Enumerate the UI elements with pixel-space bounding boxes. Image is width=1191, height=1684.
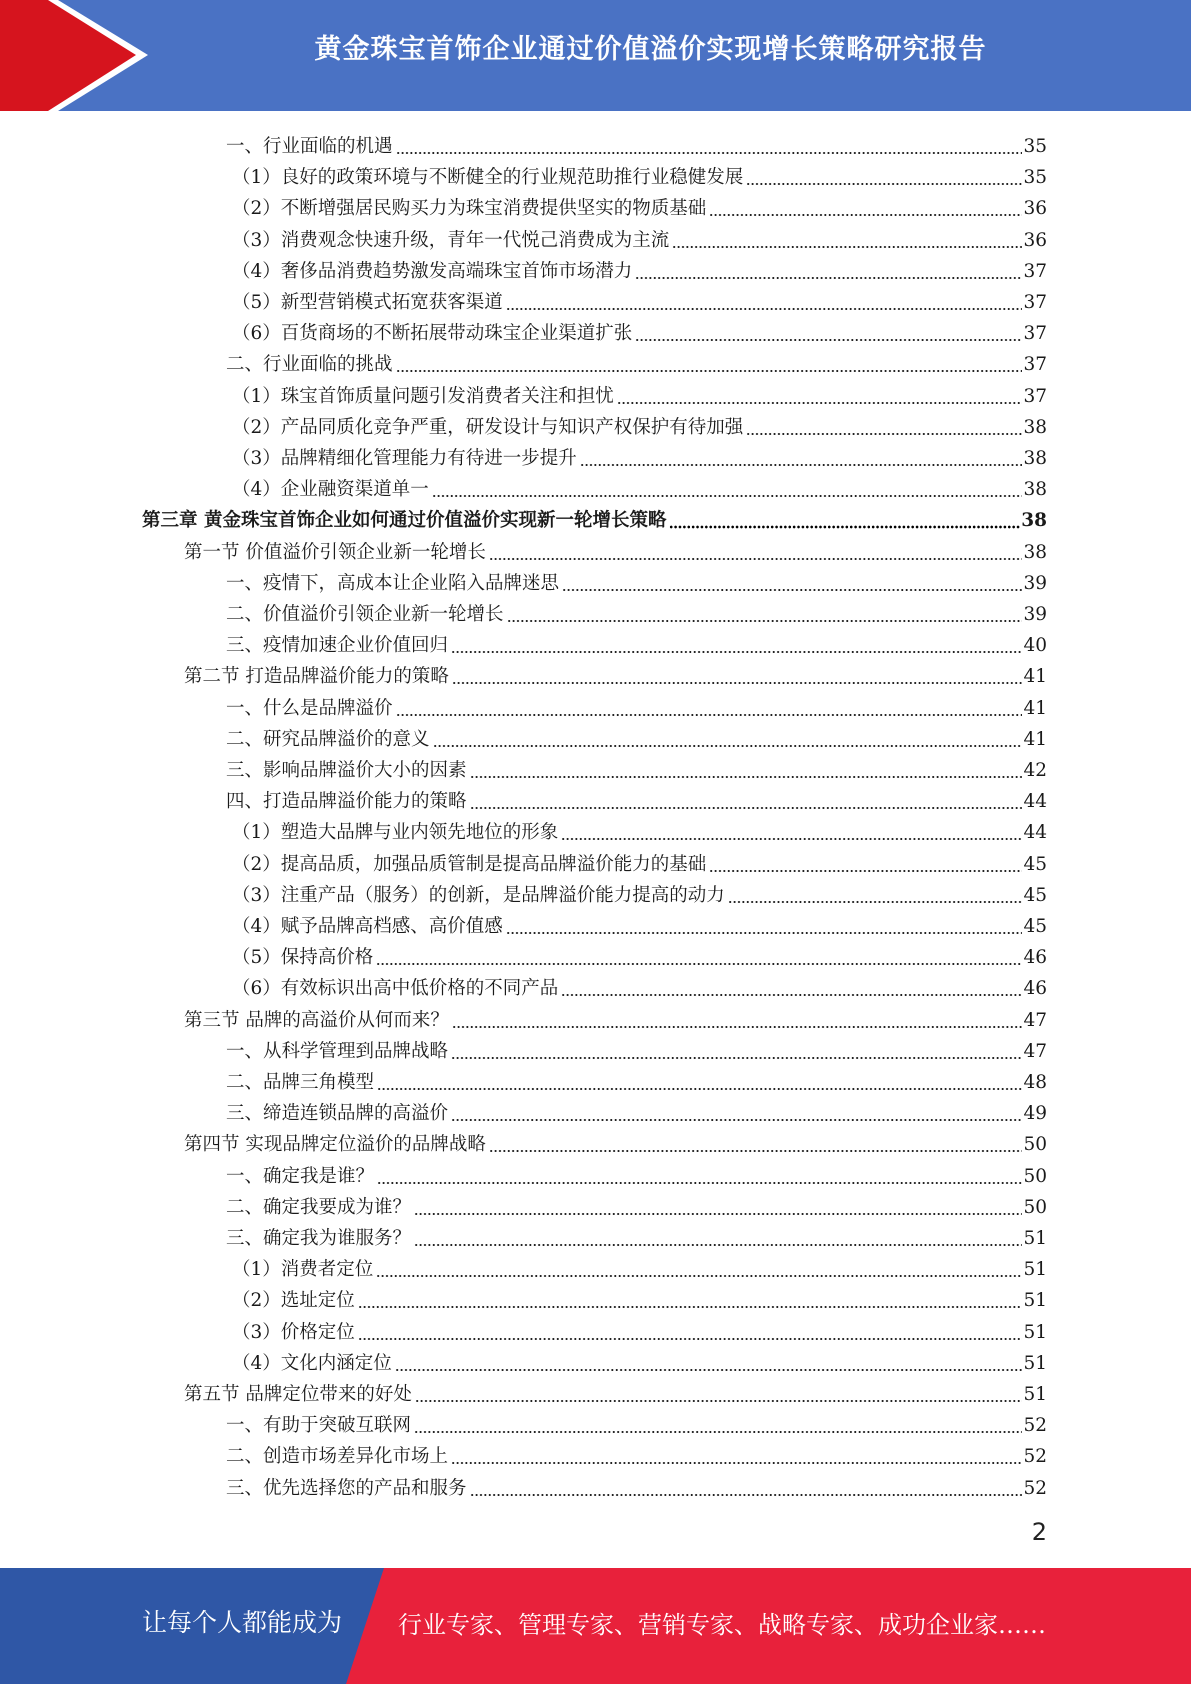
footer-slogan-roles: 行业专家、管理专家、营销专家、战略专家、成功企业家…… (398, 1611, 1046, 1639)
toc-entry[interactable] (232, 409, 1047, 440)
toc-entry-title: 第三节 品牌的高溢价从何而来？ (184, 1009, 449, 1031)
toc-entry-page: 41 (1023, 728, 1047, 750)
toc-entry[interactable] (232, 190, 1047, 221)
toc-entry-title: （4）企业融资渠道单一 (232, 479, 429, 501)
toc-entry[interactable] (232, 1282, 1047, 1313)
toc-entry[interactable] (226, 627, 1047, 658)
toc-entry-title: 四、打造品牌溢价能力的策略 (226, 791, 467, 813)
toc-entry-page: 36 (1023, 229, 1047, 251)
page-number: 2 (1031, 1518, 1047, 1546)
toc-entry-title: （4）奢侈品消费趋势激发高端珠宝首饰市场潜力 (232, 260, 633, 282)
toc-entry-title: 一、什么是品牌溢价 (226, 697, 393, 719)
toc-dot-leader (451, 630, 1022, 654)
toc-entry[interactable] (226, 1220, 1047, 1251)
toc-entry[interactable] (226, 1064, 1047, 1095)
toc-dot-leader (433, 724, 1023, 748)
toc-entry[interactable] (226, 1095, 1047, 1126)
toc-entry-title: （5）新型营销模式拓宽获客渠道 (232, 292, 503, 313)
toc-entry-title: 二、行业面临的挑战 (226, 354, 393, 376)
toc-entry[interactable] (232, 253, 1047, 284)
toc-entry-page: 39 (1023, 604, 1047, 625)
toc-entry[interactable] (232, 939, 1047, 970)
toc-entry-page: 41 (1023, 697, 1047, 719)
toc-entry-page: 48 (1023, 1072, 1047, 1093)
toc-dot-leader (452, 661, 1023, 685)
toc-entry[interactable] (232, 159, 1047, 190)
toc-entry-page: 37 (1023, 354, 1047, 376)
toc-dot-leader (396, 693, 1023, 717)
toc-dot-leader (617, 381, 1023, 405)
toc-entry-page: 38 (1023, 448, 1047, 469)
toc-entry-page: 41 (1023, 666, 1047, 688)
toc-dot-leader (396, 131, 1023, 155)
toc-dot-leader (489, 537, 1023, 561)
toc-dot-leader (635, 318, 1022, 342)
toc-entry-page: 36 (1023, 198, 1047, 220)
toc-entry-page: 38 (1023, 416, 1047, 438)
toc-entry-page: 44 (1023, 791, 1047, 813)
toc-entry-title: 一、有助于突破互联网 (226, 1415, 412, 1437)
toc-entry[interactable] (142, 502, 1047, 533)
toc-entry[interactable] (184, 534, 1047, 565)
toc-entry[interactable] (232, 222, 1047, 253)
toc-entry-page: 52 (1023, 1477, 1047, 1499)
toc-entry-page: 46 (1023, 978, 1047, 1000)
toc-entry-page: 49 (1023, 1103, 1047, 1125)
toc-entry-page: 35 (1023, 136, 1047, 157)
toc-entry[interactable] (184, 1376, 1047, 1407)
toc-dot-leader (376, 942, 1022, 966)
toc-entry-page: 51 (1023, 1290, 1047, 1312)
toc-entry[interactable] (232, 814, 1047, 845)
toc-entry-page: 51 (1023, 1384, 1047, 1405)
toc-entry[interactable] (232, 440, 1047, 471)
toc-entry-page: 38 (1021, 510, 1047, 532)
toc-entry-title: （3）品牌精细化管理能力有待进一步提升 (232, 448, 577, 469)
toc-entry[interactable] (226, 565, 1047, 596)
toc-dot-leader (414, 1410, 1022, 1434)
toc-entry-title: （6）百货商场的不断拓展带动珠宝企业渠道扩张 (232, 323, 633, 345)
toc-dot-leader (415, 1379, 1023, 1403)
toc-dot-leader (396, 349, 1023, 373)
toc-dot-leader (635, 256, 1022, 280)
toc-entry[interactable] (226, 128, 1047, 159)
toc-dot-leader (376, 1254, 1022, 1278)
toc-dot-leader (507, 599, 1023, 623)
toc-entry-title: 三、确定我为谁服务？ (226, 1228, 412, 1249)
toc-entry[interactable] (226, 1158, 1047, 1189)
toc-entry-title: 二、价值溢价引领企业新一轮增长 (226, 604, 504, 625)
toc-entry-title: 三、疫情加速企业价值回归 (226, 635, 449, 657)
toc-dot-leader (451, 1036, 1022, 1060)
toc-entry[interactable] (232, 970, 1047, 1001)
toc-entry-page: 45 (1023, 884, 1047, 906)
toc-entry[interactable] (184, 1002, 1047, 1033)
toc-dot-leader (580, 443, 1023, 467)
toc-dot-leader (377, 1161, 1022, 1185)
toc-entry-title: 二、研究品牌溢价的意义 (226, 728, 430, 750)
toc-entry-page: 44 (1023, 822, 1047, 844)
toc-entry[interactable] (232, 1314, 1047, 1345)
toc-dot-leader (728, 880, 1023, 904)
toc-entry-page: 46 (1023, 947, 1047, 969)
toc-entry-page: 38 (1023, 541, 1047, 563)
toc-entry-page: 51 (1023, 1352, 1047, 1374)
toc-entry-page: 51 (1023, 1228, 1047, 1249)
toc-entry[interactable] (226, 1189, 1047, 1220)
toc-entry-title: 一、从科学管理到品牌战略 (226, 1040, 449, 1062)
toc-entry[interactable] (226, 752, 1047, 783)
toc-entry[interactable] (226, 721, 1047, 752)
toc-dot-leader (489, 1129, 1023, 1153)
toc-entry-title: （2）不断增强居民购买力为珠宝消费提供坚实的物质基础 (232, 198, 707, 220)
toc-entry-page: 50 (1023, 1134, 1047, 1156)
toc-dot-leader (470, 786, 1023, 810)
toc-dot-leader (709, 193, 1022, 217)
toc-entry-title: 第四节 实现品牌定位溢价的品牌战略 (184, 1134, 486, 1156)
toc-entry[interactable] (226, 596, 1047, 627)
toc-entry-title: （3）价格定位 (232, 1321, 355, 1343)
toc-entry[interactable] (232, 846, 1047, 877)
toc-entry-title: 第五节 品牌定位带来的好处 (184, 1384, 412, 1405)
toc-entry-page: 45 (1023, 853, 1047, 875)
toc-entry-title: （4）赋予品牌高档感、高价值感 (232, 916, 503, 937)
toc-entry-page: 50 (1023, 1165, 1047, 1187)
toc-dot-leader (451, 1441, 1022, 1465)
toc-entry-page: 42 (1023, 760, 1047, 781)
toc-dot-leader (709, 849, 1022, 873)
toc-entry-title: 第二节 打造品牌溢价能力的策略 (184, 666, 449, 688)
toc-dot-leader (414, 1223, 1022, 1247)
toc-entry-title: （1）珠宝首饰质量问题引发消费者关注和担忧 (232, 385, 614, 407)
toc-entry-page: 50 (1023, 1196, 1047, 1218)
toc-entry[interactable] (226, 1407, 1047, 1438)
toc-entry-title: （4）文化内涵定位 (232, 1352, 392, 1374)
toc-entry[interactable] (232, 877, 1047, 908)
toc-entry-title: 一、疫情下，高成本让企业陷入品牌迷思 (226, 572, 560, 594)
toc-entry-page: 37 (1023, 323, 1047, 345)
toc-entry[interactable] (226, 346, 1047, 377)
toc-dot-leader (452, 1005, 1023, 1029)
toc-dot-leader (562, 568, 1022, 592)
toc-entry[interactable] (226, 690, 1047, 721)
toc-dot-leader (377, 1067, 1022, 1091)
footer-slogan-lead: 让每个人都能成为 (142, 1608, 343, 1637)
toc-entry-page: 51 (1023, 1259, 1047, 1281)
toc-entry-page: 39 (1023, 572, 1047, 594)
toc-entry[interactable] (226, 783, 1047, 814)
toc-dot-leader (746, 162, 1022, 186)
toc-entry[interactable] (232, 908, 1047, 939)
toc-entry[interactable] (232, 1345, 1047, 1376)
toc-dot-leader (358, 1317, 1023, 1341)
toc-dot-leader (470, 1473, 1023, 1497)
toc-entry[interactable] (232, 284, 1047, 315)
toc-dot-leader (470, 755, 1023, 779)
toc-dot-leader (672, 225, 1022, 249)
toc-entry-page: 38 (1023, 479, 1047, 501)
chevron-arrow-icon (0, 0, 160, 111)
toc-entry-page: 51 (1023, 1321, 1047, 1343)
toc-entry-title: 第三章 黄金珠宝首饰企业如何通过价值溢价实现新一轮增长策略 (142, 510, 667, 532)
toc-dot-leader (358, 1285, 1023, 1309)
report-header-band (0, 0, 1191, 111)
toc-entry-title: 第一节 价值溢价引领企业新一轮增长 (184, 541, 486, 563)
toc-entry-title: （2）选址定位 (232, 1290, 355, 1312)
toc-entry[interactable] (232, 315, 1047, 346)
toc-entry-page: 37 (1023, 292, 1047, 313)
toc-entry-page: 45 (1023, 916, 1047, 937)
toc-dot-leader (395, 1348, 1023, 1372)
toc-entry-title: （5）保持高价格 (232, 947, 374, 969)
toc-dot-leader (561, 973, 1022, 997)
toc-dot-leader (506, 911, 1023, 935)
toc-entry-title: （3）消费观念快速升级，青年一代悦己消费成为主流 (232, 229, 670, 251)
toc-entry-title: 二、创造市场差异化市场上 (226, 1446, 449, 1468)
toc-entry-title: （1）消费者定位 (232, 1259, 374, 1281)
toc-entry-title: （2）提高品质，加强品质管制是提高品牌溢价能力的基础 (232, 853, 707, 875)
toc-entry-page: 40 (1023, 635, 1047, 657)
toc-entry-title: 三、优先选择您的产品和服务 (226, 1477, 467, 1499)
toc-entry-title: 二、确定我要成为谁？ (226, 1196, 412, 1218)
toc-entry-page: 52 (1023, 1415, 1047, 1437)
toc-entry-title: （3）注重产品（服务）的创新，是品牌溢价能力提高的动力 (232, 884, 725, 906)
toc-entry-page: 47 (1023, 1040, 1047, 1062)
toc-dot-leader (561, 817, 1022, 841)
toc-entry[interactable] (226, 1033, 1047, 1064)
toc-entry[interactable] (232, 1251, 1047, 1282)
toc-entry-title: 二、品牌三角模型 (226, 1072, 375, 1093)
toc-dot-leader (669, 505, 1020, 529)
toc-entry-page: 35 (1023, 167, 1047, 189)
toc-entry-title: 一、行业面临的机遇 (226, 136, 393, 157)
toc-entry[interactable] (232, 378, 1047, 409)
toc-dot-leader (506, 287, 1023, 311)
toc-dot-leader (451, 1098, 1022, 1122)
toc-entry-title: （1）塑造大品牌与业内领先地位的形象 (232, 822, 559, 844)
toc-entry-page: 52 (1023, 1446, 1047, 1468)
toc-entry-title: 三、缔造连锁品牌的高溢价 (226, 1103, 449, 1125)
toc-entry[interactable] (184, 1126, 1047, 1157)
toc-entry[interactable] (226, 1438, 1047, 1469)
report-title: 黄金珠宝首饰企业通过价值溢价实现增长策略研究报告 (314, 34, 987, 65)
toc-entry[interactable] (226, 1470, 1047, 1501)
toc-dot-leader (746, 412, 1022, 436)
toc-entry-title: （6）有效标识出高中低价格的不同产品 (232, 978, 559, 1000)
toc-entry-title: （2）产品同质化竞争严重，研发设计与知识产权保护有待加强 (232, 416, 744, 438)
toc-entry-page: 47 (1023, 1009, 1047, 1031)
toc-entry-page: 37 (1023, 260, 1047, 282)
toc-entry-page: 37 (1023, 385, 1047, 407)
toc-dot-leader (432, 474, 1023, 498)
toc-entry-title: （1）良好的政策环境与不断健全的行业规范助推行业稳健发展 (232, 167, 744, 189)
toc-entry[interactable] (232, 471, 1047, 502)
toc-entry-title: 三、影响品牌溢价大小的因素 (226, 760, 467, 781)
slogan-footer-band (0, 1568, 1191, 1684)
toc-entry-title: 一、确定我是谁？ (226, 1165, 375, 1187)
toc-dot-leader (414, 1192, 1022, 1216)
toc-entry[interactable] (184, 658, 1047, 689)
